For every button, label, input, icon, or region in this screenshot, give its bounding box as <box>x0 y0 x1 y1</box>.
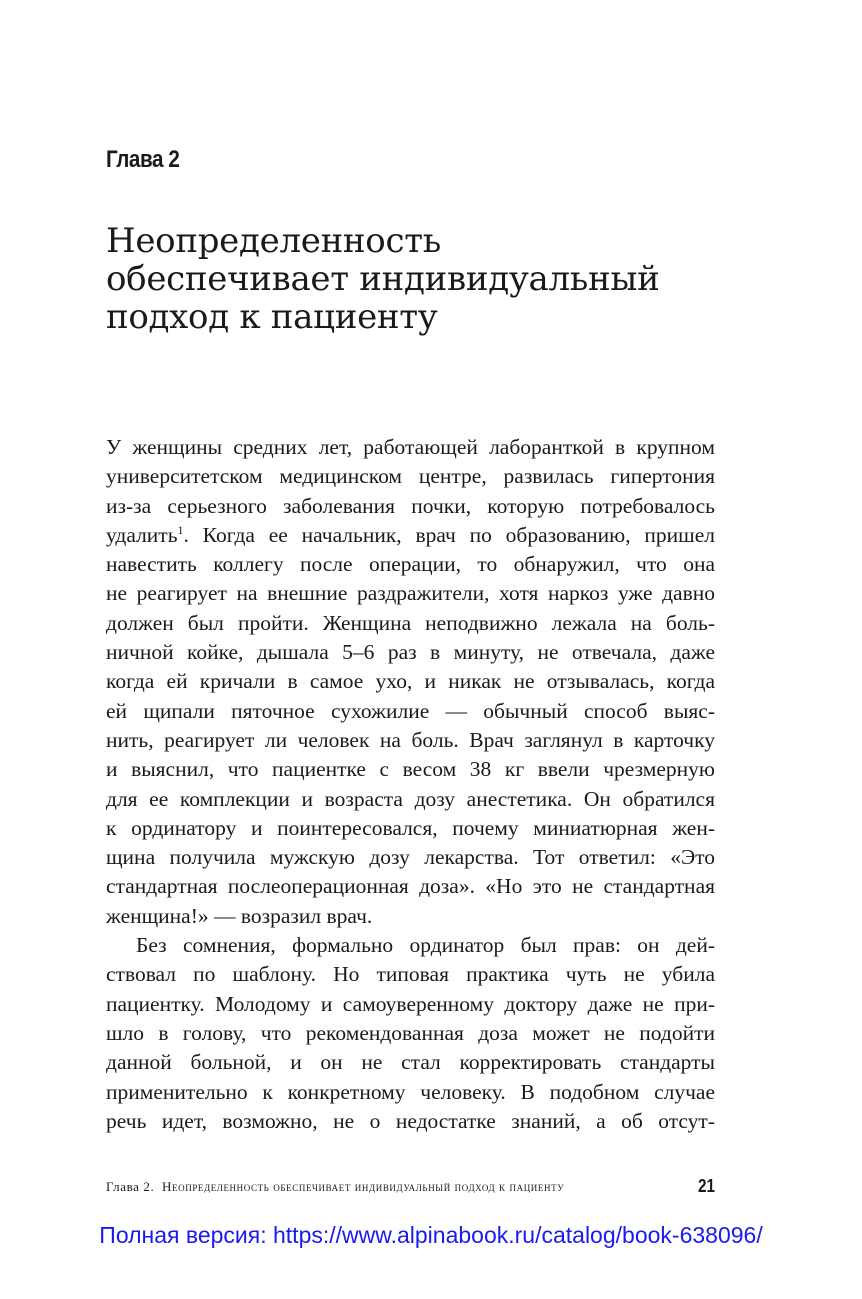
text-line: данной больной, и он не стал корректировать стандарты <box>106 1050 715 1075</box>
text-line: ей щипали пяточное сухожилие — обычный способ выяс- <box>106 698 715 723</box>
chapter-title-line: Неопределенность <box>106 221 441 261</box>
text-line <box>106 521 715 550</box>
text-line: и выяснил, что пациентке с весом 38 кг ввели чрезмерную <box>106 757 715 782</box>
text-fragment: удалить <box>106 522 178 547</box>
text-line: когда ей кричали в самое ухо, и никак не отзывалась, когда <box>106 669 715 694</box>
text-line: для ее комплекции и возраста дозу анестетика. Он обратился <box>106 786 715 811</box>
page-footer <box>106 1176 715 1198</box>
text-line: женщина!» — возразил врач. <box>106 903 373 928</box>
full-version-link[interactable]: Полная версия: https://www.alpinabook.ru/catalog/book-638096/ <box>99 1222 763 1248</box>
running-title: Неопределенность обеспечивает индивидуальный подход к пациенту <box>162 1179 565 1194</box>
text-line: из-за серьезного заболевания почки, которую потребовалось <box>106 493 715 518</box>
text-line: речь идет, возможно, не о недостатке знаний, а об отсут- <box>106 1108 715 1133</box>
running-header <box>106 1179 564 1195</box>
text-line: не реагирует на внешние раздражители, хотя наркоз уже давно <box>106 581 715 606</box>
paragraph-2 <box>106 931 715 1136</box>
chapter-label: Глава 2 <box>106 146 180 173</box>
body-text <box>106 433 715 1136</box>
text-fragment: . Когда ее начальник, врач по образованию, пришел <box>183 522 715 547</box>
text-line: университетском медицинском центре, развилась гипертония <box>106 464 715 489</box>
text-line: У женщины средних лет, работающей лаборанткой в крупном <box>106 435 715 459</box>
chapter-title-line: подход к пациенту <box>106 297 438 337</box>
text-line: стандартная послеоперационная доза». «Но это не стандартная <box>106 874 715 899</box>
text-line: применительно к конкретному человеку. В подобном случае <box>106 1079 715 1104</box>
text-line: нить, реагирует ли человек на боль. Врач заглянул в карточку <box>106 727 715 752</box>
text-line: навестить коллегу после операции, то обнаружил, что она <box>106 552 715 577</box>
text-line: шло в голову, что рекомендованная доза может не подойти <box>106 1020 715 1045</box>
text-line: к ординатору и поинтересовался, почему миниатюрная жен- <box>106 815 715 840</box>
chapter-title-line: обеспечивает индивидуальный <box>106 259 660 299</box>
text-line: щина получила мужскую дозу лекарства. Тот ответил: «Это <box>106 845 715 870</box>
text-line: пациентку. Молодому и самоуверенному доктору даже не при- <box>106 991 715 1016</box>
chapter-title <box>106 222 746 336</box>
running-chapter-ref: Глава 2. <box>106 1179 155 1194</box>
text-line: ствовал по шаблону. Но типовая практика чуть не убила <box>106 962 715 987</box>
page-number: 21 <box>697 1176 715 1196</box>
text-line: Без сомнения, формально ординатор был прав: он дей- <box>136 933 715 958</box>
footnote-marker[interactable]: 1 <box>177 522 184 537</box>
paragraph-1 <box>106 433 715 931</box>
text-line: должен был пройти. Женщина неподвижно лежала на боль- <box>106 610 715 635</box>
text-line: ничной койке, дышала 5–6 раз в минуту, не отвечала, даже <box>106 640 715 665</box>
